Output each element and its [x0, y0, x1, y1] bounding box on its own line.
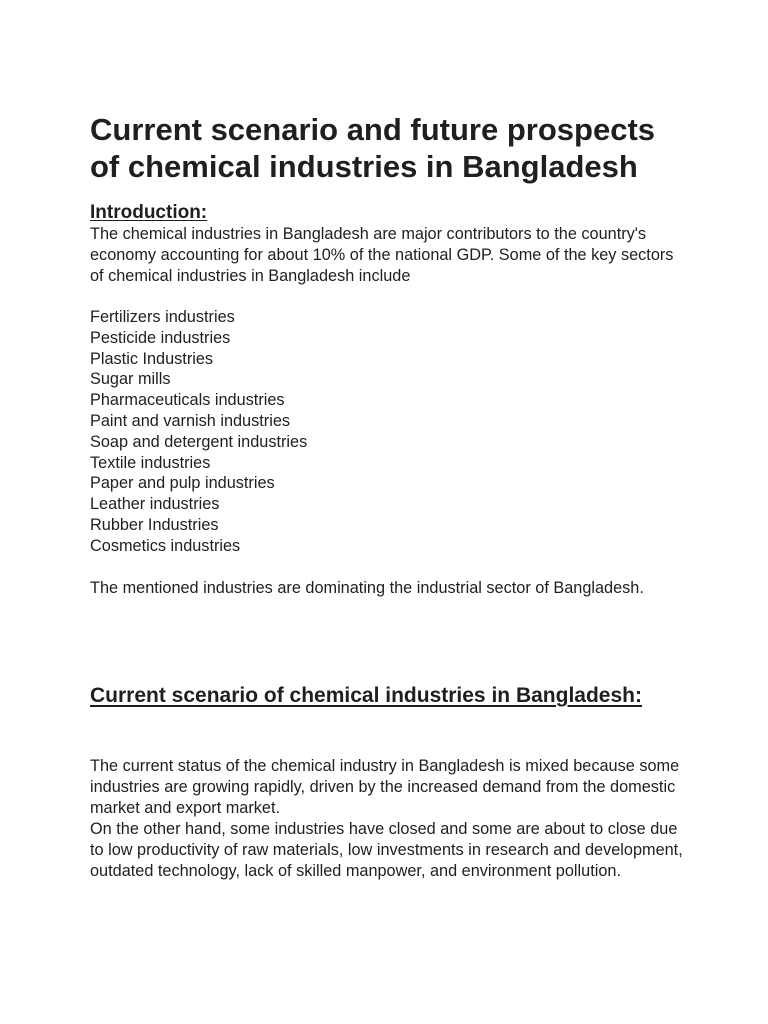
- list-item: Textile industries: [90, 453, 211, 472]
- industry-list: [90, 307, 307, 557]
- list-item: Pharmaceuticals industries: [90, 391, 285, 410]
- list-item: Fertilizers industries: [90, 308, 235, 326]
- list-item: Leather industries: [90, 495, 220, 514]
- list-item: Pesticide industries: [90, 328, 231, 347]
- list-item: Rubber Industries: [90, 515, 219, 534]
- current-scenario-heading: Current scenario of chemical industries in Bangladesh:: [90, 684, 642, 707]
- current-scenario-paragraph-1: The current status of the chemical industry in Bangladesh is mixed because some industries are growing rapidly, driven by the increased demand from the domestic market and export market.: [90, 757, 680, 817]
- list-item: Cosmetics industries: [90, 536, 241, 555]
- introduction-paragraph: The chemical industries in Bangladesh are major contributors to the country's economy accounting for about 10% of the national GDP. Some of the key sectors of chemical industries in Bangladesh include: [90, 225, 674, 285]
- document-title: Current scenario and future prospects of chemical industries in Bangladesh: [90, 112, 656, 184]
- list-item: Plastic Industries: [90, 349, 214, 368]
- list-item: Paint and varnish industries: [90, 411, 291, 430]
- closing-paragraph: The mentioned industries are dominating the industrial sector of Bangladesh.: [90, 579, 644, 597]
- list-item: Paper and pulp industries: [90, 474, 275, 493]
- introduction-heading: Introduction:: [90, 202, 208, 223]
- current-scenario-paragraph-2: On the other hand, some industries have closed and some are about to close due to low productivity of raw materials, low investments in research and development, outdated technology, lack of skilled manpower, and environment pollution.: [90, 820, 683, 880]
- list-item: Soap and detergent industries: [90, 432, 308, 451]
- list-item: Sugar mills: [90, 370, 171, 389]
